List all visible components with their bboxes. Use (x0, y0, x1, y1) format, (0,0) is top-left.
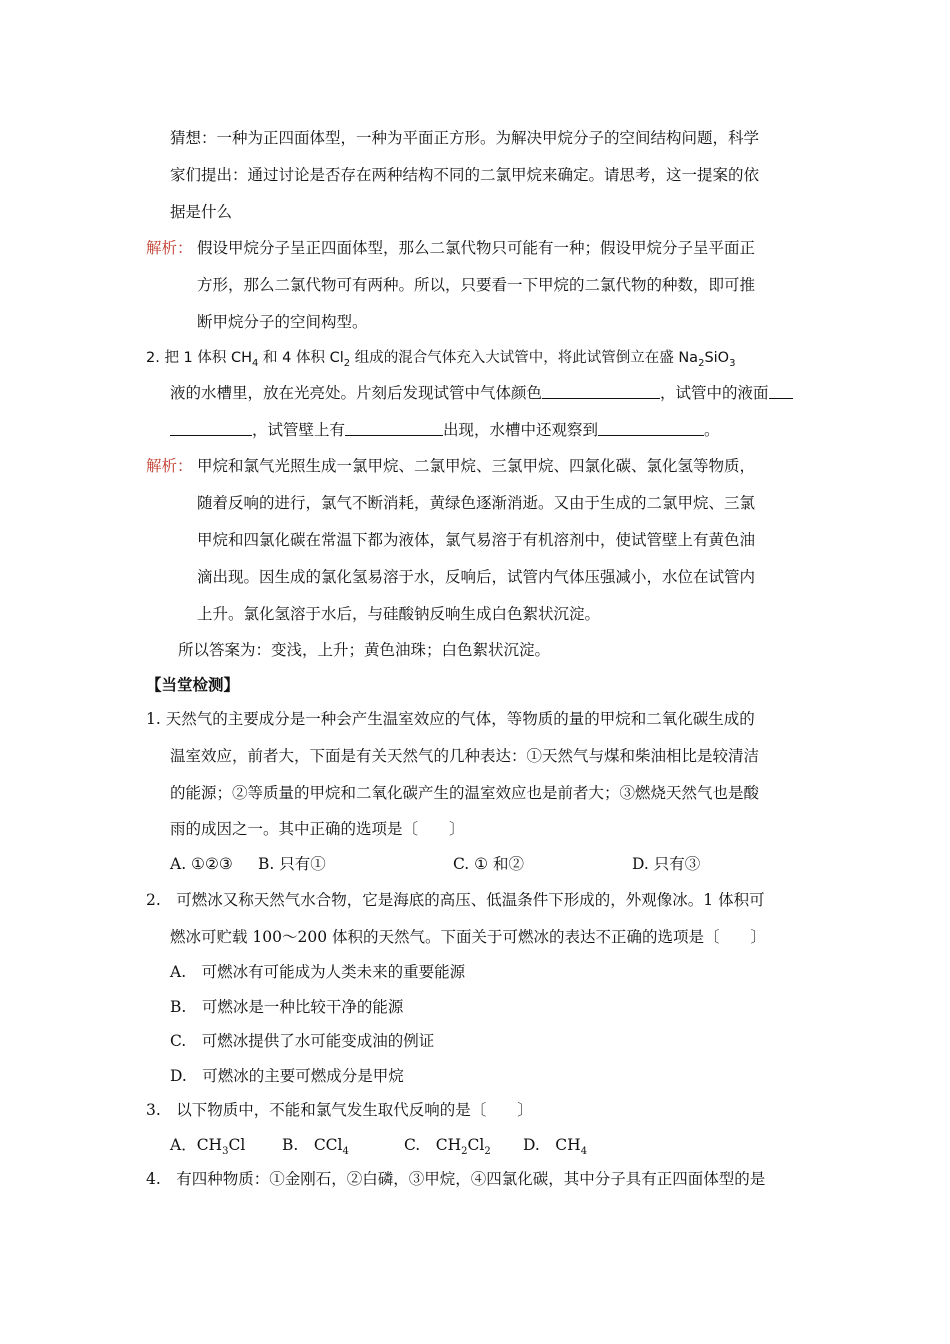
answer-blank[interactable] (542, 382, 660, 399)
intro-line-1: 猜想：一种为正四面体型，一种为平面正方形。为解决甲烷分子的空间结构问题，科学 (170, 129, 760, 147)
test-3-option-b[interactable]: B. CCl$_4$ (282, 1136, 349, 1158)
test-1-line-3: 的能源；②等质量的甲烷和二氧化碳产生的温室效应也是前者大；③燃烧天然气也是酸 (170, 784, 760, 802)
test-1-line-1: 1. 天然气的主要成分是一种会产生温室效应的气体，等物质的量的甲烷和二氧化碳生成的 (146, 710, 755, 728)
test-3-option-c[interactable]: C. $CH_2Cl_2$ (404, 1136, 491, 1158)
test-2-option-c[interactable]: C. 可燃冰提供了水可能变成油的例证 (170, 1032, 435, 1050)
analysis-line-1: 假设甲烷分子呈正四面体型，那么二氯代物只可能有一种；假设甲烷分子呈平面正 (197, 239, 756, 257)
analysis-line-5: 上升。氯化氢溶于水后，与硅酸钠反响生成白色絮状沉淀。 (197, 605, 601, 623)
analysis-line-2: 随着反响的进行，氯气不断消耗，黄绿色逐渐消逝。又由于生成的二氯甲烷、三氯 (197, 494, 756, 512)
section-title: 【当堂检测】 (146, 675, 240, 694)
analysis-line-4: 滴出现。因生成的氯化氢易溶于水，反响后，试管内气体压强减小，水位在试管内 (197, 568, 756, 586)
test-3-option-a[interactable]: A．$CH_3Cl$ (170, 1136, 246, 1158)
test-1-line-2: 温室效应，前者大，下面是有关天然气的几种表达：①天然气与煤和柴油相比是较清洁 (170, 747, 760, 765)
answer-blank[interactable] (769, 382, 793, 399)
analysis-line-3: 甲烷和四氯化碳在常温下都为液体，氯气易溶于有机溶剂中，使试管壁上有黄色油 (197, 531, 756, 549)
test-3-option-d[interactable]: D. $CH_4$ (523, 1136, 588, 1158)
analysis-label: 解析： (146, 457, 193, 475)
analysis-line-3: 断甲烷分子的空间构型。 (197, 313, 368, 331)
test-4-stem: 4. 有四种物质：①金刚石，②白磷，③甲烷，④四氯化碳，其中分子具有正四面体型的是 (146, 1170, 766, 1188)
test-2-option-d[interactable]: D. 可燃冰的主要可燃成分是甲烷 (170, 1067, 404, 1085)
answer-summary: 所以答案为：变浅，上升；黄色油珠；白色絮状沉淀。 (178, 641, 551, 659)
analysis-label: 解析： (146, 239, 193, 257)
intro-line-3: 据是什么 (170, 203, 233, 221)
test-3-stem: 3. 以下物质中，不能和氯气发生取代反响的是〔 〕 (146, 1101, 533, 1119)
test-2-line-1: 2. 可燃冰又称天然气水合物，它是海底的高压、低温条件下形成的，外观像冰。1 体积可 (146, 891, 765, 909)
question-2-line-1: 2. 把 1 体积 $CH_4$ 和 4 体积 $Cl_2$ 组成的混合气体充入大试管中，将此试管倒立在盛 $Na_2SiO_3$ (146, 350, 736, 369)
answer-blank[interactable] (170, 419, 252, 436)
test-1-option-d[interactable]: D. 只有③ (632, 855, 701, 873)
test-1-option-a[interactable]: A. ①②③ (170, 855, 233, 873)
analysis-line-1: 甲烷和氯气光照生成一氯甲烷、二氯甲烷、三氯甲烷、四氯化碳、氯化氢等物质， (197, 457, 756, 475)
answer-blank[interactable] (345, 419, 443, 436)
test-2-option-a[interactable]: A. 可燃冰有可能成为人类未来的重要能源 (170, 963, 466, 981)
question-2-line-2: 液的水槽里，放在光亮处。片刻后发现试管中气体颜色 ，试管中的液面 (170, 382, 793, 404)
test-1-option-c[interactable]: C. ① 和② (453, 855, 524, 873)
test-2-line-2: 燃冰可贮载 100～200 体积的天然气。下面关于可燃冰的表达不正确的选项是〔 〕 (170, 928, 767, 946)
test-1-line-4: 雨的成因之一。其中正确的选项是〔 〕 (170, 820, 465, 838)
intro-line-2: 家们提出：通过讨论是否存在两种结构不同的二氯甲烷来确定。请思考，这一提案的依 (170, 166, 760, 184)
answer-blank[interactable] (598, 419, 704, 436)
test-2-option-b[interactable]: B. 可燃冰是一种比较干净的能源 (170, 998, 404, 1016)
test-1-option-b[interactable]: B. 只有① (258, 855, 326, 873)
question-2-line-3: ，试管壁上有 出现，水槽中还观察到 。 (170, 419, 720, 441)
analysis-line-2: 方形，那么二氯代物可有两种。所以，只要看一下甲烷的二氯代物的种数，即可推 (197, 276, 756, 294)
